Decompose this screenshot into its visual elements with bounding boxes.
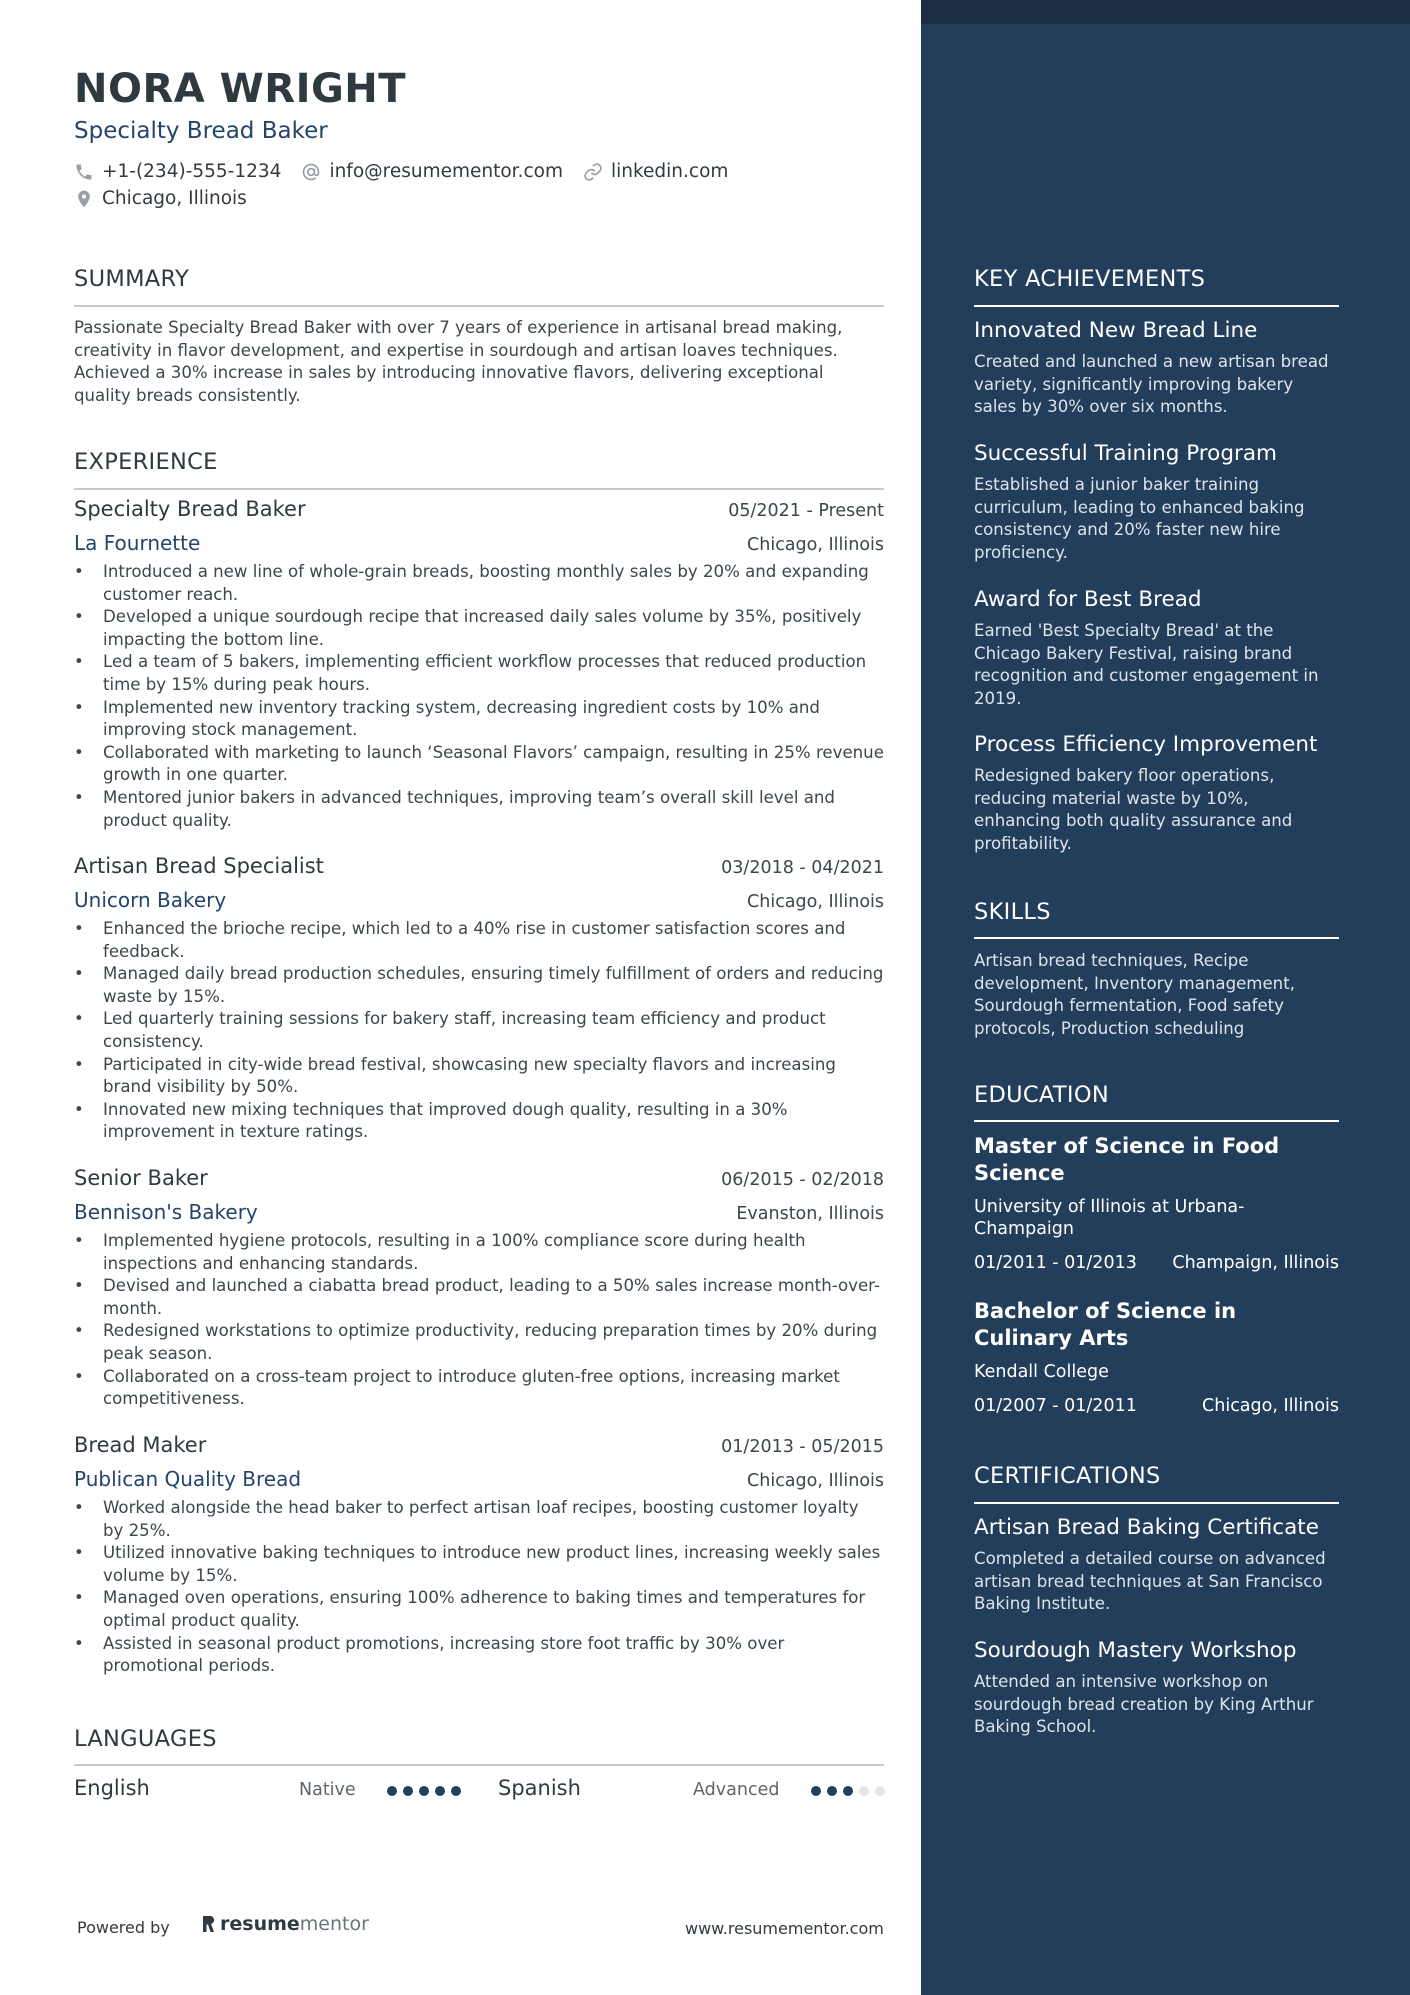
bullet-item: • Developed a unique sourdough recipe that increased daily sales volume by 35%, positively impacting the bottom line. [74, 606, 884, 651]
email-text: info@resumementor.com [329, 161, 563, 182]
bullet-item: • Devised and launched a ciabatta bread product, leading to a 50% sales increase month-over-month. [74, 1275, 884, 1320]
location-pin-icon [74, 189, 94, 209]
contact-email[interactable] [301, 161, 563, 182]
bullet-item: • Collaborated with marketing to launch ‘Seasonal Flavors’ campaign, resulting in 25% revenue growth in one quarter. [74, 742, 884, 787]
job-title: Specialty Bread Baker [74, 497, 306, 521]
languages-row [74, 1776, 884, 1806]
job-title: Artisan Bread Specialist [74, 854, 324, 878]
skills-divider [974, 937, 1339, 939]
education-divider [974, 1120, 1339, 1122]
job-bullets [74, 918, 884, 1144]
bullet-item: • Innovated new mixing techniques that improved dough quality, resulting in a 30% improvement in texture ratings. [74, 1099, 884, 1144]
certifications-heading: CERTIFICATIONS [974, 1463, 1161, 1489]
education-dates: 01/2011 - 01/2013 [974, 1253, 1137, 1273]
job-bullets [74, 1497, 884, 1678]
logo-text-bold: resume [220, 1913, 300, 1935]
bullet-item: • Redesigned workstations to optimize productivity, reducing preparation times by 20% during peak season. [74, 1320, 884, 1365]
achievement-text: Created and launched a new artisan bread variety, significantly improving bakery sales by 30% over six months. [974, 352, 1329, 416]
job-dates: 06/2015 - 02/2018 [721, 1170, 884, 1190]
job-entry [74, 854, 884, 1144]
logo-text-light: mentor [299, 1913, 369, 1935]
achievement-item [974, 317, 1339, 419]
achievement-item [974, 731, 1339, 855]
achievement-text: Redesigned bakery floor operations, reducing material waste by 10%, enhancing both quality assurance and profitability. [974, 766, 1293, 853]
education-item [974, 1298, 1339, 1416]
experience-heading: EXPERIENCE [74, 449, 218, 475]
education-degree: Bachelor of Science in Culinary Arts [974, 1299, 1237, 1350]
languages-divider [74, 1764, 884, 1766]
footer-url[interactable]: www.resumementor.com [685, 1919, 884, 1938]
phone-text: +1-(234)-555-1234 [102, 161, 282, 182]
certification-text: Completed a detailed course on advanced artisan bread techniques at San Francisco Baking Institute. [974, 1549, 1326, 1613]
location-row [74, 188, 267, 209]
link-icon [583, 162, 603, 182]
job-location: Evanston, Illinois [736, 1204, 884, 1224]
rating-dot-filled [827, 1786, 837, 1796]
rating-dot-filled [435, 1786, 445, 1796]
language-level: Advanced [693, 1780, 780, 1800]
skills-text: Artisan bread techniques, Recipe development, Inventory management, Sourdough fermentation, Food safety protocols, Production scheduling [974, 951, 1295, 1038]
resumementor-logo[interactable] [200, 1913, 369, 1935]
powered-by-label: Powered by [77, 1918, 170, 1937]
bullet-item: • Managed oven operations, ensuring 100% adherence to baking times and temperatures for optimal product quality. [74, 1587, 884, 1632]
bullet-item: • Participated in city-wide bread festival, showcasing new specialty flavors and increasing brand visibility by 50%. [74, 1054, 884, 1099]
contact-row [74, 161, 748, 182]
certification-title: Sourdough Mastery Workshop [974, 1638, 1297, 1663]
job-entry [74, 1433, 884, 1678]
bullet-item: • Collaborated on a cross-team project to introduce gluten-free options, increasing market competitiveness. [74, 1366, 884, 1411]
bullet-item: • Utilized innovative baking techniques to introduce new product lines, increasing weekly sales volume by 15%. [74, 1542, 884, 1587]
summary-heading: SUMMARY [74, 266, 190, 292]
summary-divider [74, 305, 884, 307]
education-heading: EDUCATION [974, 1082, 1109, 1108]
education-location: Champaign, Illinois [1172, 1253, 1339, 1273]
bullet-item: • Introduced a new line of whole-grain breads, boosting monthly sales by 20% and expanding customer reach. [74, 561, 884, 606]
logo-mark-icon [200, 1914, 216, 1934]
rating-dot-empty [875, 1786, 885, 1796]
phone-icon [74, 162, 94, 182]
job-bullets [74, 1230, 884, 1411]
candidate-name: NORA WRIGHT [74, 66, 407, 112]
rating-dot-filled [403, 1786, 413, 1796]
bullet-item: • Led a team of 5 bakers, implementing efficient workflow processes that reduced production time by 15% during peak hours. [74, 651, 884, 696]
education-degree: Master of Science in Food Science [974, 1134, 1280, 1185]
certification-text: Attended an intensive workshop on sourdough bread creation by King Arthur Baking School. [974, 1672, 1314, 1736]
certifications-divider [974, 1502, 1339, 1504]
job-title: Bread Maker [74, 1433, 207, 1457]
job-title: Senior Baker [74, 1166, 208, 1190]
summary-text: Passionate Specialty Bread Baker with over 7 years of experience in artisanal bread making, creativity in flavor development, and expertise in sourdough and artisan loaves techniques. Achieved a 30% increase in sales by introducing innovative flavors, delivering exceptional quality breads consistently. [74, 318, 843, 405]
job-entry [74, 1166, 884, 1411]
language-name: Spanish [498, 1776, 581, 1800]
language-name: English [74, 1776, 150, 1800]
language-rating [811, 1786, 891, 1796]
bullet-item: • Assisted in seasonal product promotions, increasing store foot traffic by 30% over promotional periods. [74, 1633, 884, 1678]
job-location: Chicago, Illinois [747, 1471, 884, 1491]
contact-phone[interactable] [74, 161, 281, 182]
job-company: Bennison's Bakery [74, 1200, 258, 1224]
contact-location [74, 188, 247, 209]
linkedin-text: linkedin.com [610, 161, 729, 182]
achievement-item [974, 440, 1339, 564]
achievement-title: Innovated New Bread Line [974, 318, 1258, 343]
rating-dot-filled [811, 1786, 821, 1796]
achievement-item [974, 586, 1339, 710]
job-entry [74, 497, 884, 832]
skills-heading: SKILLS [974, 899, 1051, 925]
rating-dot-filled [419, 1786, 429, 1796]
job-company: La Fournette [74, 531, 201, 555]
job-company: Unicorn Bakery [74, 888, 227, 912]
bullet-item: • Managed daily bread production schedules, ensuring timely fulfillment of orders and reducing waste by 15%. [74, 963, 884, 1008]
education-item [974, 1133, 1339, 1273]
job-dates: 05/2021 - Present [728, 501, 884, 521]
bullet-item: • Mentored junior bakers in advanced techniques, improving team’s overall skill level and product quality. [74, 787, 884, 832]
achievement-text: Earned 'Best Specialty Bread' at the Chicago Bakery Festival, raising brand recognition and customer engagement in 2019. [974, 621, 1319, 708]
achievement-title: Process Efficiency Improvement [974, 732, 1318, 757]
achievement-text: Established a junior baker training curriculum, leading to enhanced baking consistency and 20% faster new hire proficiency. [974, 475, 1305, 562]
certification-item [974, 1637, 1339, 1739]
languages-heading: LANGUAGES [74, 1726, 217, 1752]
achievement-title: Successful Training Program [974, 441, 1277, 466]
job-location: Chicago, Illinois [747, 892, 884, 912]
skills-block [974, 950, 1339, 1040]
certification-title: Artisan Bread Baking Certificate [974, 1515, 1319, 1540]
bullet-item: • Implemented new inventory tracking system, decreasing ingredient costs by 10% and improving stock management. [74, 697, 884, 742]
rating-dot-filled [387, 1786, 397, 1796]
language-level: Native [299, 1780, 356, 1800]
certification-item [974, 1514, 1339, 1616]
at-sign-icon [301, 162, 321, 182]
achievements-heading: KEY ACHIEVEMENTS [974, 266, 1206, 292]
rating-dot-filled [843, 1786, 853, 1796]
language-rating [387, 1786, 467, 1796]
candidate-role: Specialty Bread Baker [74, 118, 328, 144]
education-dates: 01/2007 - 01/2011 [974, 1396, 1137, 1416]
job-dates: 03/2018 - 04/2021 [721, 858, 884, 878]
bullet-item: • Implemented hygiene protocols, resulting in a 100% compliance score during health inspections and enhancing standards. [74, 1230, 884, 1275]
job-company: Publican Quality Bread [74, 1467, 302, 1491]
rating-dot-empty [859, 1786, 869, 1796]
job-location: Chicago, Illinois [747, 535, 884, 555]
location-text: Chicago, Illinois [102, 188, 247, 209]
bullet-item: • Worked alongside the head baker to perfect artisan loaf recipes, boosting customer loyalty by 25%. [74, 1497, 884, 1542]
education-school: University of Illinois at Urbana-Champaign [974, 1197, 1245, 1239]
bullet-item: • Enhanced the brioche recipe, which led to a 40% rise in customer satisfaction scores and feedback. [74, 918, 884, 963]
sidebar-top-band [921, 0, 1410, 24]
sidebar-column [921, 0, 1410, 1995]
bullet-item: • Led quarterly training sessions for bakery staff, increasing team efficiency and product consistency. [74, 1008, 884, 1053]
rating-dot-filled [451, 1786, 461, 1796]
job-bullets [74, 561, 884, 832]
education-school: Kendall College [974, 1362, 1109, 1382]
achievement-title: Award for Best Bread [974, 587, 1202, 612]
job-dates: 01/2013 - 05/2015 [721, 1437, 884, 1457]
education-location: Chicago, Illinois [1202, 1396, 1339, 1416]
achievements-divider [974, 305, 1339, 307]
contact-linkedin[interactable] [583, 161, 728, 182]
experience-divider [74, 488, 884, 490]
